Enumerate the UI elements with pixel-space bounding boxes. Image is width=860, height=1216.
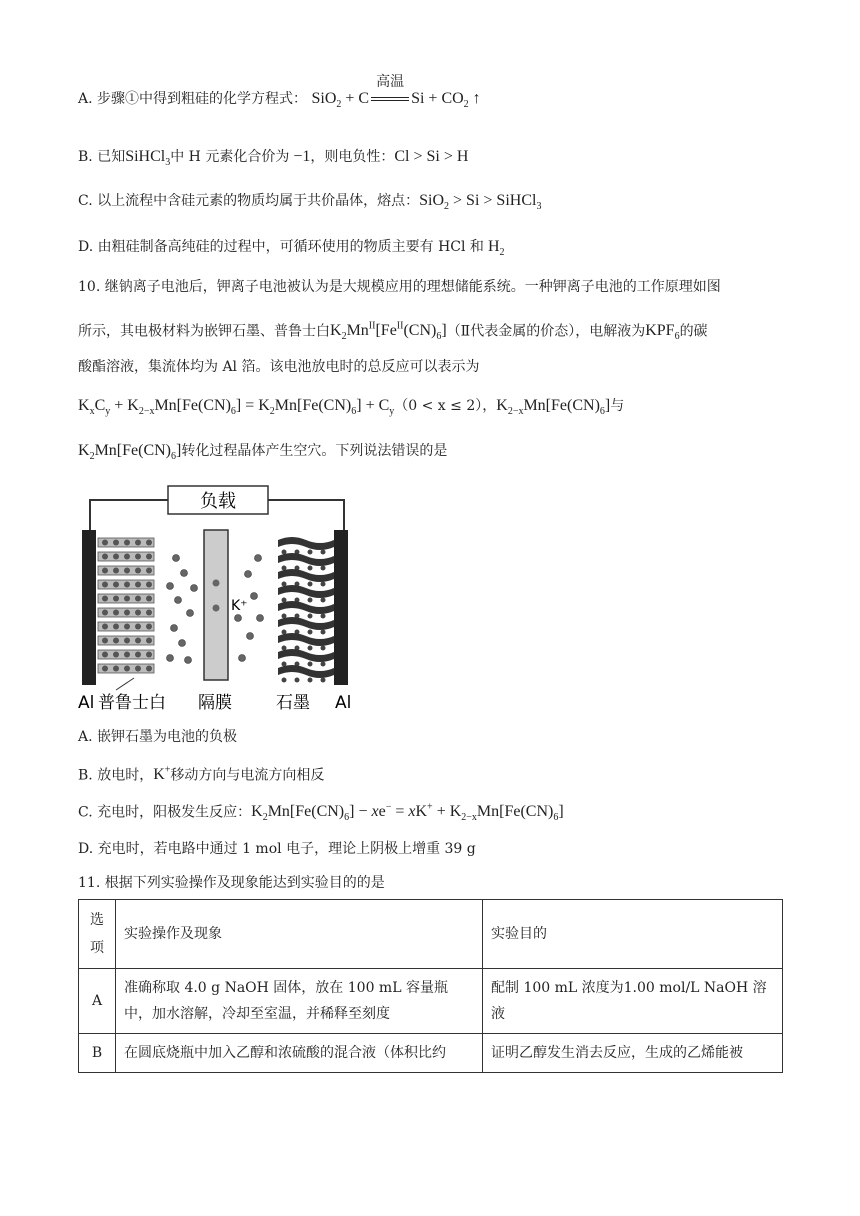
prussian-site (135, 554, 141, 560)
prussian-site (113, 554, 119, 560)
graphite-site (282, 678, 287, 683)
k-ion (239, 655, 246, 662)
row-option: A (79, 969, 116, 1034)
prussian-site (113, 540, 119, 546)
k-ion (255, 555, 262, 562)
prussian-site (135, 666, 141, 672)
prussian-site (113, 582, 119, 588)
prussian-site (146, 568, 152, 574)
q10-equation: $K_xC_y + K_{2-x}Mn[Fe(CN)_6] = K_2Mn[Fe(CN)_6] + C_y(0 < x \le 2)$，$K_{2-x}Mn[Fe(CN)_6]$与 (78, 397, 625, 418)
k-ion (213, 605, 220, 612)
option-9a: A. 步骤①中得到粗硅的化学方程式： SiO$_2$ + C 高温 $Si + CO_2$ ↑ (78, 88, 481, 116)
graphite-layer (278, 649, 334, 662)
al-collector-right (334, 530, 348, 685)
prussian-site (102, 652, 108, 658)
table-row (79, 969, 783, 1034)
graphite-site (308, 598, 313, 603)
graphite-site (321, 550, 326, 555)
header-operation: 实验操作及现象 (116, 900, 483, 969)
prussian-site (102, 666, 108, 672)
option-10d: D. 充电时，若电路中通过 1 mol 电子，理论上阴极上增重 39 g (78, 841, 476, 857)
prussian-site (113, 638, 119, 644)
graphite-layer (278, 665, 334, 678)
graphite-site (308, 630, 313, 635)
graphite-site (321, 614, 326, 619)
label-prussian-white: 普鲁士白 (98, 693, 166, 713)
k-ion (185, 657, 192, 664)
k-ion (175, 597, 182, 604)
k-ion (235, 615, 242, 622)
graphite-site (321, 662, 326, 667)
k-ion (213, 580, 220, 587)
prussian-site (146, 610, 152, 616)
k-ion (167, 583, 174, 590)
al-collector-left (82, 530, 96, 685)
graphite-site (321, 630, 326, 635)
prussian-site (146, 624, 152, 630)
prussian-site (113, 666, 119, 672)
option-10b: B. 放电时，K+移动方向与电流方向相反 (78, 765, 325, 784)
table-row (79, 1034, 783, 1073)
graphite-site (308, 646, 313, 651)
prussian-site (146, 638, 152, 644)
prussian-site (135, 568, 141, 574)
prussian-site (124, 652, 130, 658)
prussian-site (135, 540, 141, 546)
prussian-site (113, 568, 119, 574)
q10-stem-line1: 10. 继钠离子电池后，钾离子电池被认为是大规模应用的理想储能系统。一种钾离子电池的工作原理如图 (78, 279, 721, 295)
graphite-site (308, 582, 313, 587)
prussian-white-electrode (98, 538, 154, 673)
graphite-site (321, 598, 326, 603)
graphite-layer (278, 569, 334, 582)
prussian-site (146, 652, 152, 658)
prussian-site (102, 596, 108, 602)
row-goal: 证明乙醇发生消去反应，生成的乙烯能被 (483, 1034, 783, 1073)
option-10a: A. 嵌钾石墨为电池的负极 (78, 729, 238, 745)
prussian-site (113, 610, 119, 616)
prussian-site (135, 596, 141, 602)
graphite-site (321, 582, 326, 587)
graphite-site (321, 678, 326, 683)
prussian-site (135, 624, 141, 630)
q11-title: 11. 根据下列实验操作及现象能达到实验目的的是 (78, 875, 385, 891)
prussian-site (113, 652, 119, 658)
prussian-site (135, 638, 141, 644)
prussian-site (102, 582, 108, 588)
graphite-electrode (278, 537, 334, 683)
graphite-site (308, 678, 313, 683)
graphite-site (308, 662, 313, 667)
prussian-site (102, 540, 108, 546)
prussian-site (146, 582, 152, 588)
equation-9a: SiO$_2$ + C 高温 $Si + CO_2$ ↑ (311, 90, 480, 107)
prussian-site (102, 638, 108, 644)
k-ion (179, 640, 186, 647)
graphite-layer (278, 585, 334, 598)
header-goal: 实验目的 (483, 900, 783, 969)
k-ion-label: K⁺ (231, 598, 248, 614)
prussian-site (124, 624, 130, 630)
prussian-site (124, 610, 130, 616)
reaction-condition: 高温 (376, 75, 405, 90)
k-ion (173, 555, 180, 562)
graphite-layer (278, 633, 334, 646)
label-membrane: 隔膜 (198, 693, 232, 713)
option-9b: B. 已知SiHCl$_3$中 H 元素化合价为 −1，则电负性：Cl > Si > H (78, 148, 469, 169)
prussian-site (135, 652, 141, 658)
prussian-site (124, 638, 130, 644)
prussian-site (102, 554, 108, 560)
prussian-site (124, 568, 130, 574)
graphite-layer (278, 617, 334, 630)
k-ion (251, 593, 258, 600)
k-ion (191, 585, 198, 592)
prussian-site (146, 596, 152, 602)
prussian-site (102, 624, 108, 630)
prussian-site (135, 582, 141, 588)
prussian-site (102, 568, 108, 574)
row-option: B (79, 1034, 116, 1073)
q10-stem-line5: $K_2Mn[Fe(CN)_6]$转化过程晶体产生空穴。下列说法错误的是 (78, 442, 448, 463)
graphite-site (321, 566, 326, 571)
prussian-site (124, 596, 130, 602)
k-ion (245, 571, 252, 578)
prussian-site (113, 624, 119, 630)
label-graphite: 石墨 (276, 693, 310, 713)
graphite-layer (278, 601, 334, 614)
option-9c: C. 以上流程中含硅元素的物质均属于共价晶体，熔点：SiO$_2$ > Si > SiHCl$_3$ (78, 192, 542, 213)
prussian-site (135, 610, 141, 616)
header-option: 选项 (79, 900, 116, 969)
load-label: 负载 (200, 491, 236, 512)
graphite-layer (278, 553, 334, 566)
graphite-site (308, 566, 313, 571)
q10-stem-line3: 酸酯溶液，集流体均为 Al 箔。该电池放电时的总反应可以表示为 (78, 359, 480, 375)
row-goal: 配制 100 mL 浓度为1.00 mol/L NaOH 溶液 (483, 969, 783, 1034)
graphite-site (308, 614, 313, 619)
graphite-site (295, 678, 300, 683)
prussian-site (102, 610, 108, 616)
prussian-site (124, 540, 130, 546)
label-al-right: Al (335, 693, 352, 713)
graphite-layer (278, 537, 334, 550)
k-ion (247, 633, 254, 640)
battery-diagram (78, 478, 368, 713)
k-ion (167, 655, 174, 662)
row-operation: 准确称取 4.0 g NaOH 固体，放在 100 mL 容量瓶中，加水溶解，冷却至室温，并稀释至刻度 (116, 969, 483, 1034)
prussian-site (146, 666, 152, 672)
graphite-site (308, 550, 313, 555)
k-ion (171, 625, 178, 632)
option-9d: D. 由粗硅制备高纯硅的过程中，可循环使用的物质主要有 HCl 和 $H_2$ (78, 238, 505, 259)
label-al-left: Al (78, 693, 95, 713)
prussian-site (146, 554, 152, 560)
q10-stem-line2: 所示，其电极材料为嵌钾石墨、普鲁士白$K_2Mn^{II}[Fe^{II}(CN)_6](Ⅱ$代表金属的价态），电解液为$KPF_6$的碳 (78, 321, 708, 343)
prussian-site (146, 540, 152, 546)
option-10c: C. 充电时，阳极发生反应：$K_2Mn[Fe(CN)_6] - xe^- = xK^+ + K_{2-x}Mn[Fe(CN)_6]$ (78, 802, 564, 824)
prussian-site (124, 554, 130, 560)
graphite-site (321, 646, 326, 651)
prussian-site (113, 596, 119, 602)
k-ion (187, 610, 194, 617)
prussian-site (124, 582, 130, 588)
table-header-row (79, 900, 783, 969)
k-ion (257, 615, 264, 622)
q11-table (78, 899, 783, 1073)
k-ion (181, 570, 188, 577)
row-operation: 在圆底烧瓶中加入乙醇和浓硫酸的混合液（体积比约 (116, 1034, 483, 1073)
prussian-site (124, 666, 130, 672)
